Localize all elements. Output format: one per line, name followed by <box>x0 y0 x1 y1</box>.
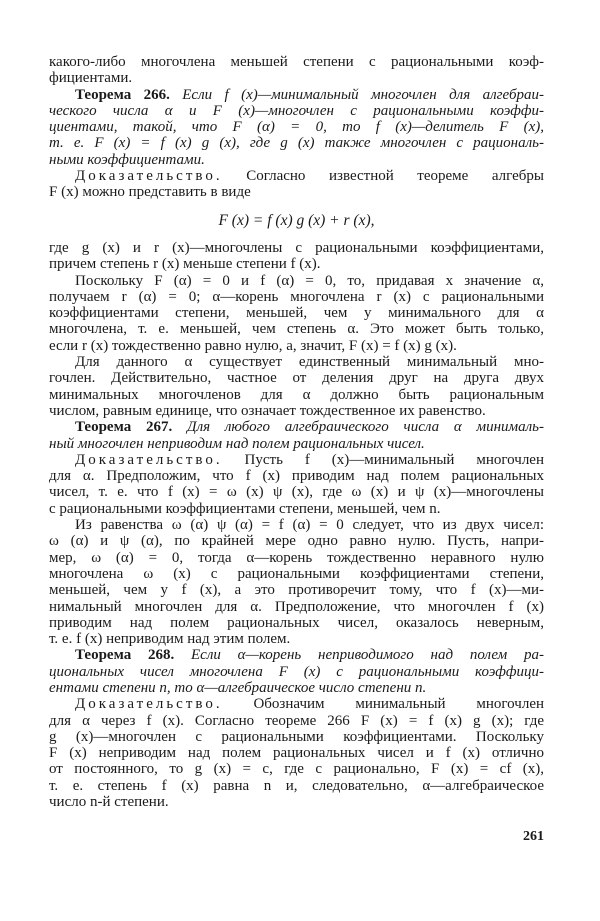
text-line: какого-либо многочлена меньшей степени с рациональными коэф- <box>49 54 544 70</box>
text-line: коэффициентами степени, меньшей, чем у минимального для α <box>49 305 544 322</box>
text-line: многочлена, т. е. меньшей, чем степень α. Это может быть только, <box>49 321 544 338</box>
text-line: Для данного α существует единственный минимальный мно- <box>75 354 544 371</box>
paragraph <box>49 452 544 517</box>
text-line: меньшей, чем у f (x), а это противоречит тому, что f (x)—ми- <box>49 582 544 599</box>
text-line: числом, равным единице, что означает тождественное их равенство. <box>49 402 486 419</box>
paragraph <box>49 517 544 647</box>
text-line: от постоянного, то g (x) = c, где c рационально, F (x) = cf (x), <box>49 761 544 778</box>
paragraph <box>49 240 544 273</box>
text-line: многочлена ω (x) с рациональными коэффициентами степени, <box>49 565 544 582</box>
paragraph <box>49 168 544 201</box>
proof-heading: Доказательство. <box>75 696 223 713</box>
text-line: g (x)—многочлен с рациональными коэффициентами. Поскольку <box>49 728 544 745</box>
text-line: для α через f (x). Согласно теореме 266 F (x) = f (x) g (x); где <box>49 712 544 729</box>
proof-heading: Доказательство. <box>75 168 223 185</box>
paragraph <box>49 696 544 810</box>
text-line <box>49 452 544 468</box>
theorem-statement: Если α—корень неприводимого над полем ра- <box>191 647 544 664</box>
text-line: Из равенства ω (α) ψ (α) = f (α) = 0 следует, что из двух чисел: <box>75 517 544 534</box>
text-line: число n-й степени. <box>49 794 169 811</box>
proof-heading: Доказательство. <box>75 451 223 468</box>
page-body <box>49 54 544 810</box>
text-line: мер, ω (α) = 0, тогда α—корень тождественно неравного нулю <box>49 549 544 566</box>
text-line <box>49 680 544 696</box>
paragraph <box>49 647 544 696</box>
paragraph <box>49 354 544 419</box>
text-line: для α. Предположим, что f (x) приводим над полем рациональных <box>49 468 544 485</box>
theorem-statement: Если f (x)—минимальный многочлен для алгебраи- <box>182 86 544 103</box>
theorem-statement: т. е. F (x) = f (x) g (x), где g (x) также многочлен с рациональ- <box>49 135 544 152</box>
text-span: Согласно известной теореме алгебры <box>222 168 544 185</box>
text-line: т. е. f (x) неприводим над этим полем. <box>49 631 291 648</box>
paragraph <box>49 273 544 354</box>
text-line <box>49 87 544 103</box>
theorem-statement: ентами степени n, то α—алгебраическое число степени n. <box>49 679 427 696</box>
text-line <box>49 103 544 119</box>
paragraph <box>49 87 544 168</box>
formula-block: F (x) = f (x) g (x) + r (x), <box>218 211 375 229</box>
text-line <box>49 419 544 435</box>
text-line <box>49 168 544 184</box>
text-line: ω (α) и ψ (α), по крайней мере одно равно нулю. Пусть, напри- <box>49 533 544 550</box>
theorem-heading: Теорема 267. <box>75 419 188 436</box>
theorem-heading: Теорема 266. <box>75 86 183 103</box>
text-line: нимальный многочлен для α. Предположение, что многочлен f (x) <box>49 598 544 615</box>
text-line <box>49 436 544 452</box>
theorem-heading: Теорема 268. <box>75 647 192 664</box>
text-line: приводим над полем рациональных чисел, оказалось неверным, <box>49 614 544 631</box>
text-line <box>49 647 544 663</box>
text-line: получаем r (α) = 0; α—корень многочлена r (x) с рациональными <box>49 288 544 305</box>
text-line: чисел, т. е. что f (x) = ω (x) ψ (x), где ω (x) и ψ (x)—многочлены <box>49 484 544 501</box>
text-span: Обозначим минимальный многочлен <box>222 696 544 713</box>
page-number: 261 <box>523 829 544 844</box>
text-line: если r (x) тождественно равно нулю, а, значит, F (x) = f (x) g (x). <box>49 337 457 354</box>
text-line: F (x) неприводим над полем рациональных чисел и f (x) отлично <box>49 745 544 762</box>
text-line <box>49 119 544 135</box>
theorem-statement: Для любого алгебраического числа α минималь- <box>187 419 544 436</box>
text-line: где g (x) и r (x)—многочлены с рациональными коэффициентами, <box>49 239 544 256</box>
text-line: с рациональными коэффициентами степени, меньшей, чем n. <box>49 500 441 517</box>
text-line <box>49 152 544 168</box>
theorem-statement: ческого числа α и F (x)—многочлен с рациональными коэффи- <box>49 102 544 119</box>
paragraph <box>49 54 544 87</box>
text-line: гочлен. Действительно, частное от деления друг на друга двух <box>49 370 544 387</box>
text-line: Поскольку F (α) = 0 и f (α) = 0, то, придавая x значение α, <box>75 272 544 289</box>
theorem-statement: циентами, такой, что F (α) = 0, то f (x)—делитель F (x), <box>49 119 544 136</box>
text-line: причем степень r (x) меньше степени f (x). <box>49 256 321 273</box>
text-line: фициентами. <box>49 70 133 87</box>
text-line: F (x) можно представить в виде <box>49 184 251 201</box>
theorem-statement: циональных чисел многочлена F (x) с рациональными коэффици- <box>49 663 544 680</box>
text-span: Пусть f (x)—минимальный многочлен <box>222 451 544 468</box>
theorem-statement: ный многочлен неприводим над полем рациональных чисел. <box>49 435 425 452</box>
theorem-statement: ными коэффициентами. <box>49 151 205 168</box>
text-line: минимальных многочленов для α должно быть рациональным <box>49 386 544 403</box>
text-line <box>49 135 544 151</box>
text-line <box>49 696 544 712</box>
text-line <box>49 664 544 680</box>
paragraph <box>49 419 544 452</box>
text-line: т. е. степень f (x) равна n и, следовательно, α—алгебраическое <box>49 777 544 794</box>
